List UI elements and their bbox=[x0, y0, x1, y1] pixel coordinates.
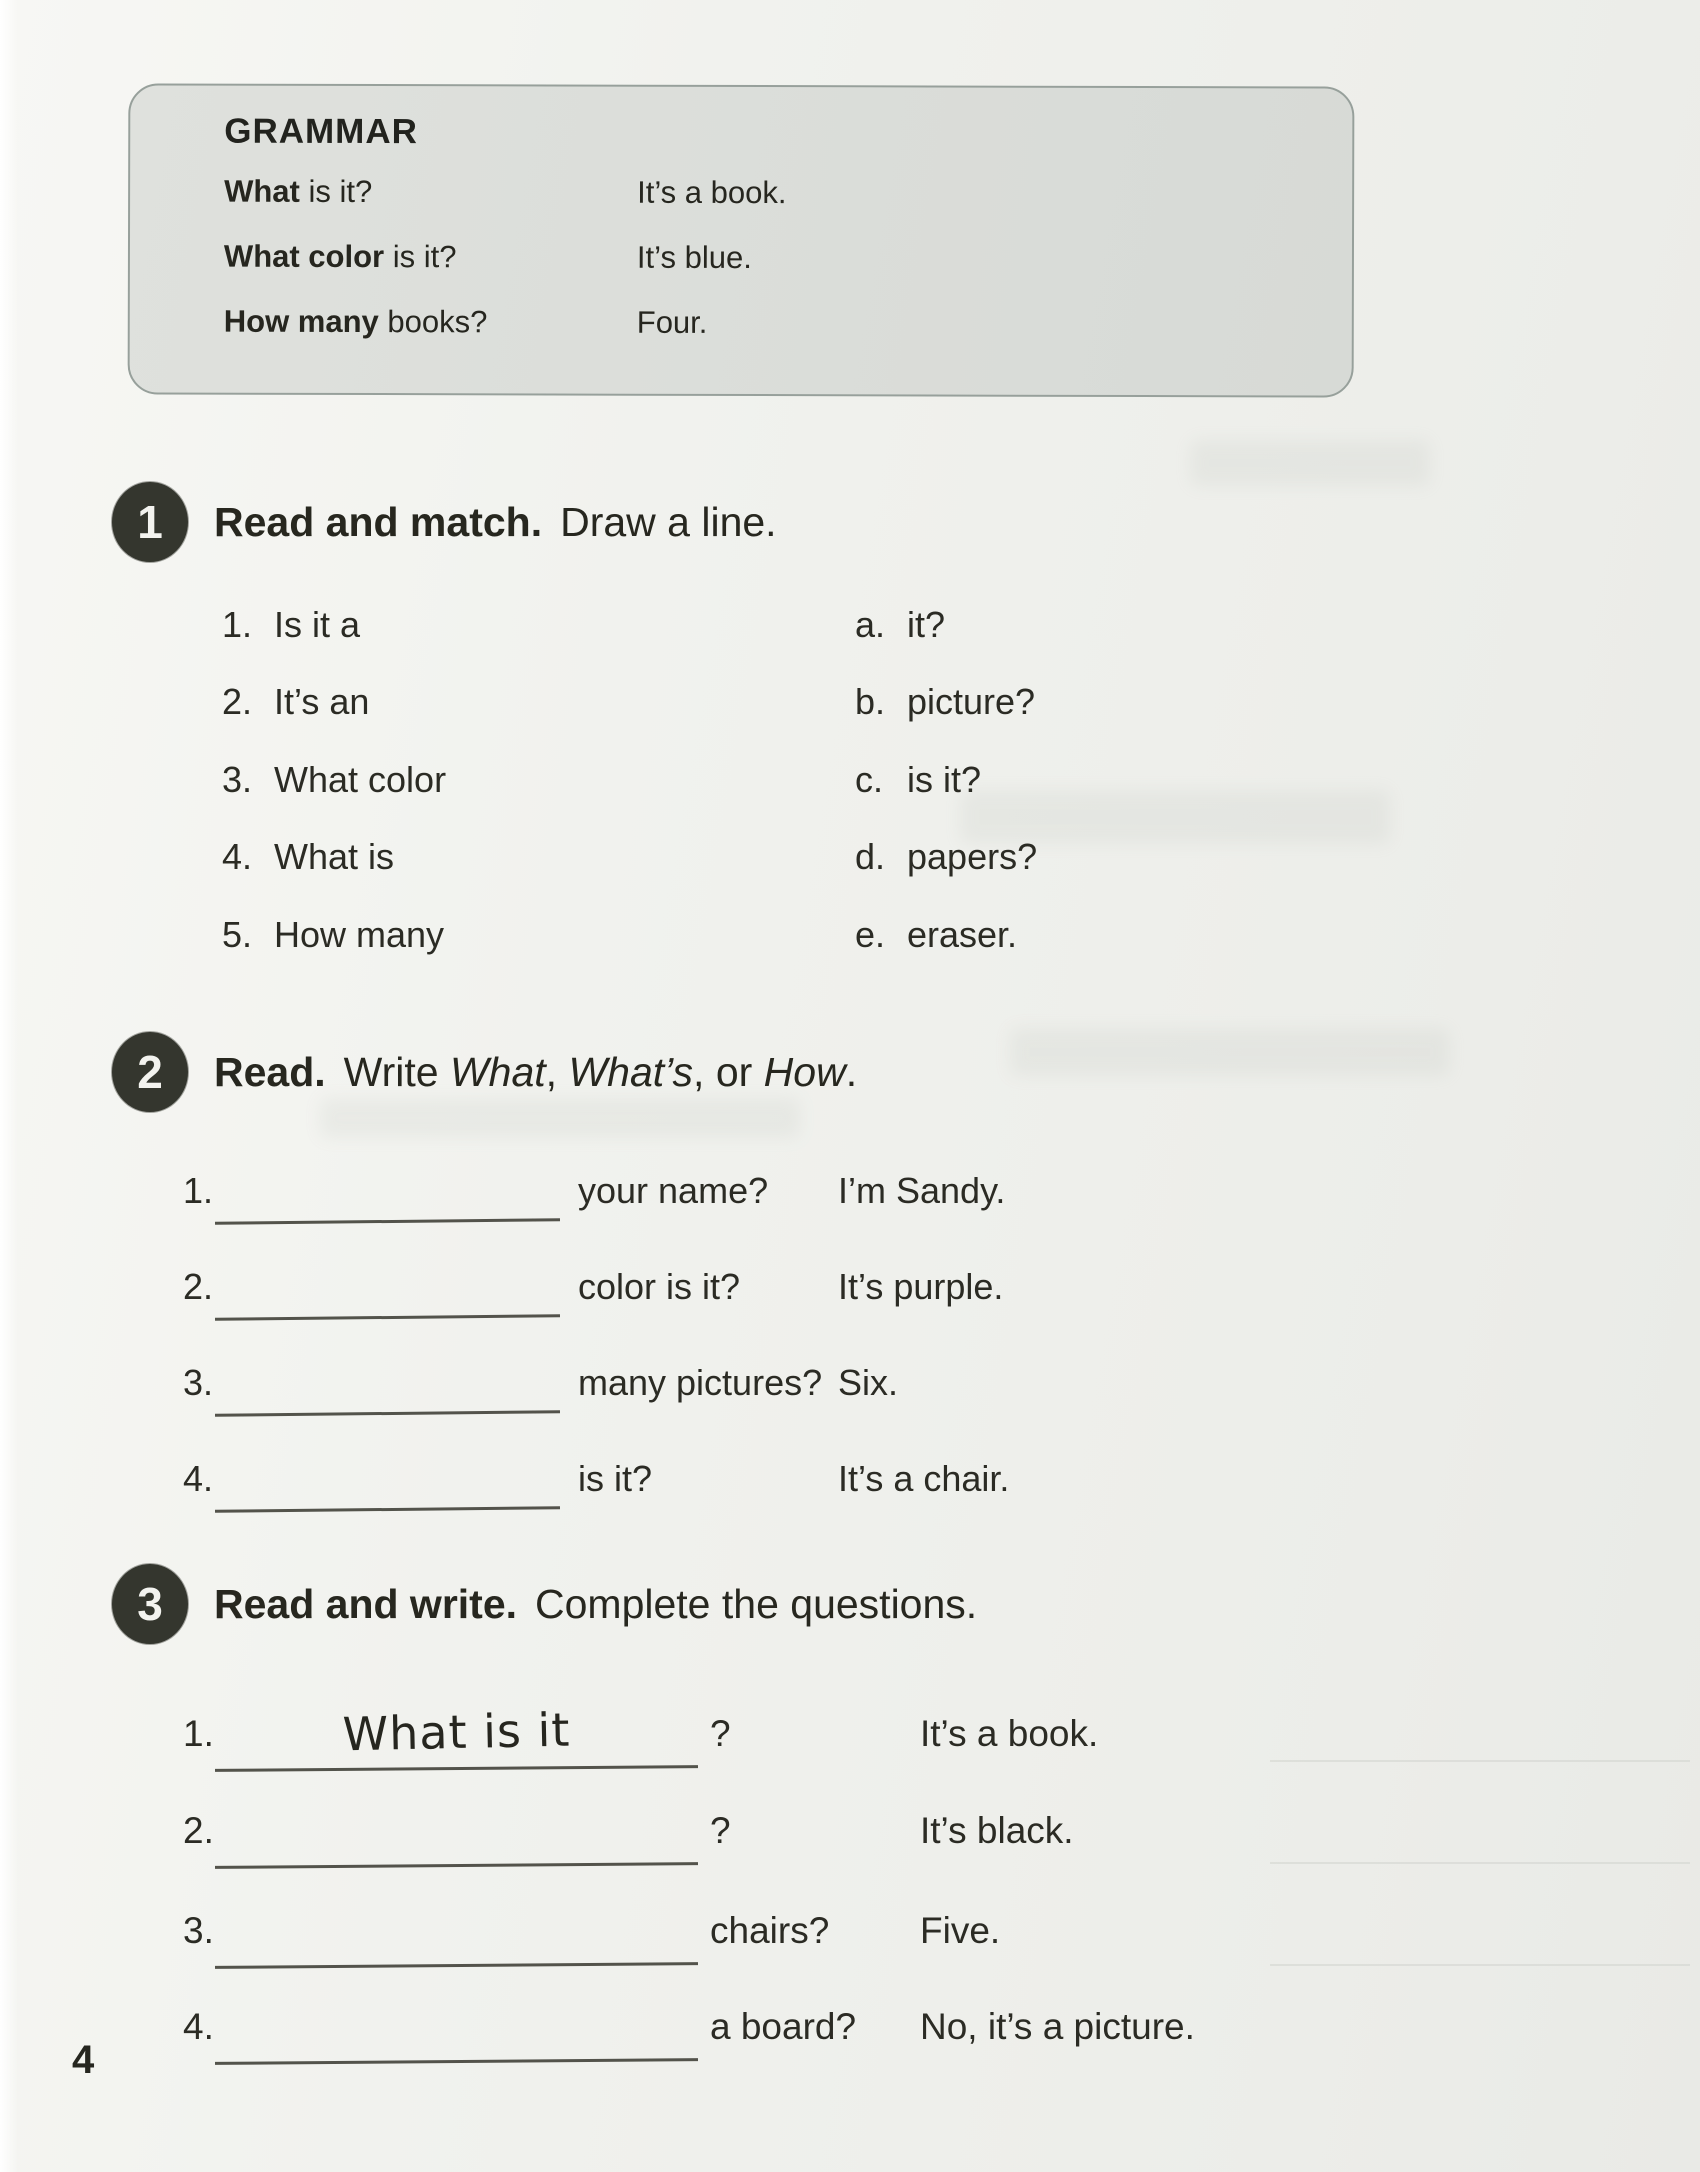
item-letter: c. bbox=[855, 759, 884, 800]
item-number: 2. bbox=[183, 1266, 214, 1307]
complete-question-row bbox=[183, 1990, 1583, 2082]
answer-blank-line bbox=[215, 1506, 560, 1513]
item-number: 4. bbox=[183, 1458, 214, 1499]
fill-in-row bbox=[183, 1266, 1523, 1336]
item-letter: b. bbox=[855, 681, 886, 722]
grammar-question: How many books? bbox=[223, 303, 488, 340]
exercise3-instruction: Complete the questions. bbox=[535, 1580, 978, 1627]
grammar-answer: Four. bbox=[636, 304, 708, 340]
answer-blank-line bbox=[215, 1962, 698, 1969]
item-number: 3. bbox=[183, 1910, 214, 1951]
question-text: is it? bbox=[578, 1458, 653, 1499]
question-text: color is it? bbox=[578, 1266, 741, 1307]
item-text: eraser. bbox=[907, 914, 1018, 955]
page-number: 4 bbox=[72, 2038, 95, 2082]
grammar-question: What color is it? bbox=[223, 238, 457, 275]
exercise2-number-badge: 2 bbox=[112, 1032, 188, 1112]
answer-text: Six. bbox=[838, 1362, 899, 1403]
match-left-item bbox=[222, 681, 369, 723]
match-left-item bbox=[222, 836, 394, 878]
match-left-item bbox=[222, 914, 444, 956]
item-text: How many bbox=[274, 914, 445, 955]
item-text: It’s an bbox=[274, 681, 370, 722]
grammar-row bbox=[224, 304, 1312, 353]
item-text: Is it a bbox=[274, 604, 361, 645]
match-right-item bbox=[855, 681, 1035, 723]
complete-question-row bbox=[183, 1794, 1583, 1886]
item-number: 1. bbox=[183, 1170, 214, 1211]
handwritten-answer: What is it bbox=[342, 1702, 571, 1762]
item-text: it? bbox=[907, 604, 946, 645]
answer-text: No, it’s a picture. bbox=[920, 2006, 1195, 2047]
exercise1-instruction-bold: Read and match. bbox=[214, 498, 543, 545]
item-number: 4. bbox=[222, 836, 253, 877]
exercise2-instruction: . bbox=[845, 1048, 858, 1095]
question-tail: chairs? bbox=[710, 1910, 830, 1951]
exercise1-title bbox=[214, 499, 777, 546]
bleedthrough-artifact bbox=[1190, 440, 1430, 486]
grammar-answer: It’s blue. bbox=[636, 239, 752, 276]
answer-blank-line bbox=[215, 1765, 698, 1772]
exercise3-number-badge: 3 bbox=[112, 1564, 188, 1644]
answer-blank-line bbox=[215, 2058, 698, 2065]
item-number: 1. bbox=[222, 604, 253, 645]
grammar-box-title: GRAMMAR bbox=[224, 111, 418, 152]
exercise2-instruction: What bbox=[449, 1048, 546, 1095]
grammar-answer: It’s a book. bbox=[637, 174, 787, 211]
answer-text: Five. bbox=[920, 1910, 1001, 1951]
answer-blank-line bbox=[215, 1862, 698, 1869]
grammar-box bbox=[128, 83, 1355, 397]
complete-question-row bbox=[183, 1697, 1583, 1789]
question-tail: ? bbox=[710, 1810, 731, 1851]
exercise3-instruction-bold: Read and write. bbox=[214, 1580, 518, 1627]
item-number: 4. bbox=[183, 2006, 214, 2047]
match-right-item bbox=[855, 836, 1037, 878]
item-number: 1. bbox=[183, 1713, 214, 1754]
item-text: What color bbox=[274, 759, 447, 800]
exercise3-title bbox=[214, 1581, 977, 1628]
item-number: 5. bbox=[222, 914, 253, 955]
exercise1-instruction: Draw a line. bbox=[560, 498, 777, 545]
question-text: your name? bbox=[578, 1170, 769, 1211]
grammar-row bbox=[224, 239, 1312, 288]
match-left-item bbox=[222, 604, 360, 646]
item-text: What is bbox=[274, 836, 395, 877]
match-right-item bbox=[855, 759, 981, 801]
exercise2-instruction: , bbox=[545, 1048, 569, 1095]
answer-text: It’s a book. bbox=[920, 1713, 1099, 1754]
exercise1-header bbox=[112, 482, 777, 562]
complete-question-row bbox=[183, 1894, 1583, 1986]
exercise2-instruction: Write bbox=[343, 1048, 450, 1095]
exercise2-instruction-bold: Read. bbox=[214, 1048, 326, 1095]
item-number: 3. bbox=[222, 759, 253, 800]
answer-blank-line bbox=[215, 1410, 560, 1417]
exercise3-header bbox=[112, 1564, 977, 1644]
answer-text: I’m Sandy. bbox=[838, 1170, 1006, 1211]
exercise2-instruction: What’s bbox=[568, 1048, 694, 1095]
grammar-row bbox=[224, 174, 1312, 223]
item-text: papers? bbox=[907, 836, 1038, 877]
match-right-item bbox=[855, 604, 945, 646]
item-text: is it? bbox=[907, 759, 982, 800]
fill-in-row bbox=[183, 1458, 1523, 1528]
exercise2-title bbox=[214, 1049, 857, 1096]
item-number: 3. bbox=[183, 1362, 214, 1403]
fill-in-row bbox=[183, 1362, 1523, 1432]
answer-blank-line bbox=[215, 1218, 560, 1225]
grammar-question: What is it? bbox=[224, 173, 373, 210]
match-left-item bbox=[222, 759, 446, 801]
item-letter: a. bbox=[855, 604, 886, 645]
exercise2-instruction: , or bbox=[693, 1048, 764, 1095]
bleedthrough-artifact bbox=[1010, 1028, 1450, 1076]
item-letter: e. bbox=[855, 914, 886, 955]
answer-text: It’s a chair. bbox=[838, 1458, 1010, 1499]
item-number: 2. bbox=[183, 1810, 214, 1851]
answer-text: It’s purple. bbox=[838, 1266, 1004, 1307]
exercise2-header bbox=[112, 1032, 857, 1112]
item-letter: d. bbox=[855, 836, 886, 877]
answer-text: It’s black. bbox=[920, 1810, 1074, 1851]
exercise2-instruction: How bbox=[763, 1048, 846, 1095]
match-right-item bbox=[855, 914, 1017, 956]
answer-blank-line bbox=[215, 1314, 560, 1321]
question-tail: a board? bbox=[710, 2006, 857, 2047]
question-tail: ? bbox=[710, 1713, 731, 1754]
exercise1-number-badge: 1 bbox=[112, 482, 188, 562]
question-text: many pictures? bbox=[578, 1362, 823, 1403]
item-number: 2. bbox=[222, 681, 253, 722]
fill-in-row bbox=[183, 1170, 1523, 1240]
item-text: picture? bbox=[907, 681, 1036, 722]
